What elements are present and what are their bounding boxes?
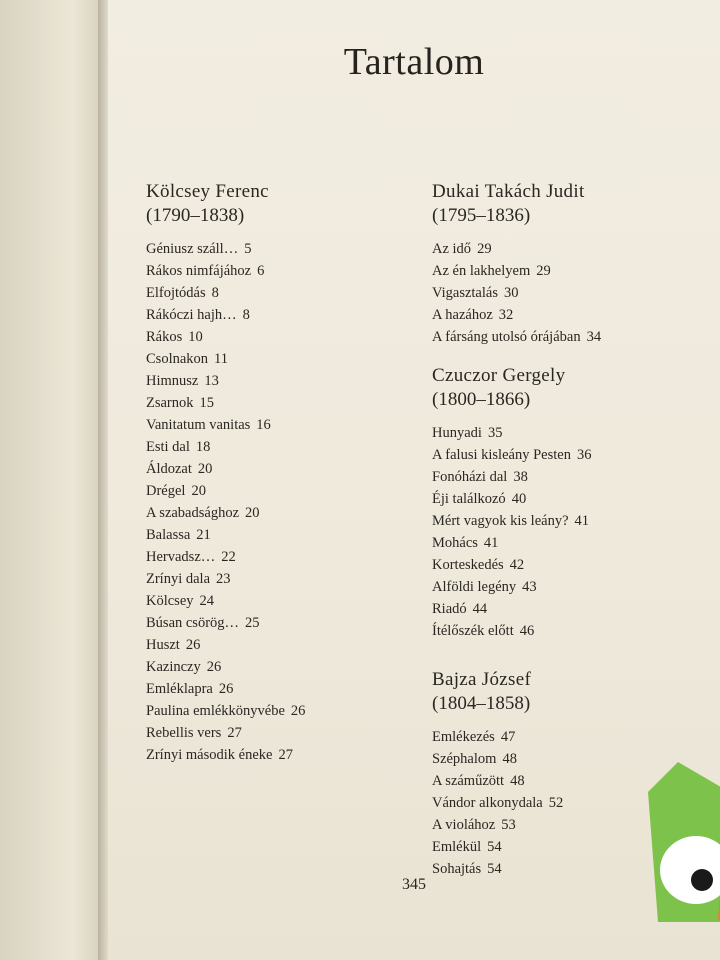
toc-entry-title: Zrínyi második éneke: [146, 747, 273, 763]
toc-entry-title: A szabadsághoz: [146, 505, 240, 521]
toc-entry-list: [432, 422, 720, 642]
toc-entry-page: 43: [522, 579, 537, 595]
toc-entry-title: Zsarnok: [146, 395, 194, 411]
toc-entry-title: Vanitatum vanitas: [146, 417, 251, 433]
author-section: [432, 364, 720, 642]
toc-entry-page: 27: [227, 725, 242, 741]
author-dates: (1790–1838): [146, 205, 245, 226]
toc-entry-title: Rákos nimfájához: [146, 263, 252, 279]
toc-entry-title: Sohajtás: [432, 861, 482, 877]
toc-entry: [432, 510, 720, 532]
author-dates: (1800–1866): [432, 389, 531, 410]
toc-entry-page: 29: [536, 263, 551, 279]
toc-entry-title: Csolnakon: [146, 351, 209, 367]
author-dates: (1804–1858): [432, 693, 531, 714]
toc-entry: [146, 678, 436, 700]
toc-entry-title: Riadó: [432, 601, 467, 617]
toc-entry-page: 44: [472, 601, 488, 617]
toc-entry: [432, 598, 720, 620]
toc-entry-title: Elfojtódás: [146, 285, 206, 301]
toc-entry-page: 35: [487, 425, 503, 441]
toc-entry-page: 20: [245, 505, 260, 521]
toc-entry-page: 40: [511, 491, 527, 507]
toc-entry: [432, 554, 720, 576]
toc-entry-title: Alföldi legény: [432, 579, 517, 595]
toc-entry: [146, 370, 436, 392]
toc-entry-title: Áldozat: [146, 461, 192, 477]
toc-entry-page: 41: [483, 535, 499, 551]
toc-entry-page: 32: [498, 307, 514, 323]
toc-entry-page: 13: [204, 373, 219, 389]
toc-entry-page: 15: [199, 395, 215, 411]
toc-entry-title: Balassa: [146, 527, 191, 543]
toc-entry: [432, 488, 720, 510]
toc-entry-page: 6: [257, 263, 265, 279]
toc-entry-title: Mohács: [432, 535, 478, 551]
toc-entry: [146, 744, 436, 766]
toc-entry-title: Mért vagyok kis leány?: [432, 513, 569, 529]
toc-entry-title: A violához: [432, 817, 496, 833]
toc-entry: [432, 532, 720, 554]
toc-entry: [432, 304, 720, 326]
page-number: 345: [402, 876, 426, 893]
toc-entry: [146, 326, 436, 348]
toc-entry-title: Vigasztalás: [432, 285, 498, 301]
toc-entry-title: Géniusz száll…: [146, 241, 239, 257]
toc-entry-title: Vándor alkonydala: [432, 795, 543, 811]
toc-entry-title: Drégel: [146, 483, 186, 499]
toc-entry-title: Az én lakhelyem: [432, 263, 531, 279]
toc-entry: [432, 726, 720, 748]
toc-entry-title: Emléklapra: [146, 681, 213, 697]
toc-entry-title: Hunyadi: [432, 425, 482, 441]
toc-entry-page: 21: [196, 527, 211, 543]
toc-entry-title: A fársáng utolsó órájában: [432, 329, 581, 345]
toc-entry: [146, 436, 436, 458]
toc-entry: [432, 466, 720, 488]
toc-entry: [146, 524, 436, 546]
toc-entry-page: 10: [188, 329, 203, 345]
toc-entry-title: Rákóczi hajh…: [146, 307, 237, 323]
toc-entry-title: Fonóházi dal: [432, 469, 508, 485]
toc-entry: [146, 260, 436, 282]
toc-entry-page: 48: [502, 751, 517, 767]
toc-entry-title: Az idő: [432, 241, 472, 257]
toc-entry-page: 54: [487, 839, 502, 855]
author-dates: (1795–1836): [432, 205, 531, 226]
toc-entry-page: 41: [574, 513, 590, 529]
toc-entry-title: Esti dal: [146, 439, 190, 455]
toc-entry: [432, 620, 720, 642]
toc-entry: [146, 392, 436, 414]
toc-entry-title: Emlékül: [432, 839, 482, 855]
author-name: Kölcsey Ferenc: [146, 181, 269, 202]
toc-entry: [432, 282, 720, 304]
author-name: Czuczor Gergely: [432, 365, 566, 386]
toc-entry-title: Emlékezés: [432, 729, 495, 745]
toc-entry: [146, 414, 436, 436]
toc-entry-page: 47: [500, 729, 516, 745]
owl-left-pupil: [691, 869, 713, 891]
toc-entry-page: 24: [199, 593, 215, 609]
toc-entry-page: 38: [513, 469, 528, 485]
toc-entry: [146, 656, 436, 678]
toc-entry-page: 34: [586, 329, 602, 345]
toc-entry-page: 20: [197, 461, 213, 477]
toc-entry-page: 22: [221, 549, 236, 565]
toc-entry-page: 5: [244, 241, 252, 257]
toc-entry-title: A falusi kisleány Pesten: [432, 447, 571, 463]
toc-entry: [146, 568, 436, 590]
toc-entry-page: 48: [510, 773, 525, 789]
toc-entry-page: 46: [519, 623, 535, 639]
toc-entry-title: Rákos: [146, 329, 183, 345]
toc-entry-title: Zrínyi dala: [146, 571, 211, 587]
toc-entry-list: [146, 238, 436, 766]
toc-entry: [146, 282, 436, 304]
toc-entry-page: 26: [185, 637, 201, 653]
toc-entry-title: Széphalom: [432, 751, 497, 767]
toc-entry-list: [432, 238, 720, 348]
toc-entry-page: 30: [503, 285, 519, 301]
toc-entry-title: Huszt: [146, 637, 180, 653]
toc-entry-title: A száműzött: [432, 773, 505, 789]
toc-entry: [146, 546, 436, 568]
toc-entry: [146, 238, 436, 260]
toc-entry-page: 25: [245, 615, 260, 631]
toc-entry-page: 26: [290, 703, 306, 719]
toc-entry: [432, 576, 720, 598]
page-title: Tartalom: [343, 41, 485, 83]
author-section: [146, 180, 436, 766]
toc-entry-page: 16: [256, 417, 271, 433]
toc-column-left: [146, 180, 436, 780]
book-page: [108, 0, 720, 960]
toc-entry: [432, 238, 720, 260]
toc-entry: [146, 700, 436, 722]
toc-entry-page: 27: [278, 747, 293, 763]
toc-entry: [146, 590, 436, 612]
toc-entry-title: Kölcsey: [146, 593, 194, 609]
toc-entry-title: Himnusz: [146, 373, 199, 389]
toc-entry-title: Búsan csörög…: [146, 615, 240, 631]
toc-entry-title: Paulina emlékkönyvébe: [146, 703, 285, 719]
toc-entry: [146, 480, 436, 502]
toc-entry: [146, 458, 436, 480]
toc-entry: [432, 326, 720, 348]
toc-entry: [146, 722, 436, 744]
toc-entry-title: Ítélőszék előtt: [432, 623, 514, 639]
toc-entry-page: 36: [576, 447, 592, 463]
toc-entry-page: 18: [195, 439, 211, 455]
toc-entry: [432, 444, 720, 466]
toc-entry-title: Korteskedés: [432, 557, 504, 573]
toc-entry: [146, 612, 436, 634]
toc-entry: [146, 348, 436, 370]
toc-entry-page: 52: [548, 795, 564, 811]
toc-entry-page: 8: [211, 285, 219, 301]
toc-entry: [146, 634, 436, 656]
toc-entry-title: Kazinczy: [146, 659, 201, 675]
author-name: Dukai Takách Judit: [432, 181, 585, 202]
toc-entry-title: Rebellis vers: [146, 725, 222, 741]
toc-entry: [432, 422, 720, 444]
toc-entry-page: 23: [216, 571, 231, 587]
toc-entry-title: Hervadsz…: [146, 549, 216, 565]
author-section: [432, 180, 720, 348]
toc-entry-page: 26: [218, 681, 234, 697]
toc-entry-page: 11: [214, 351, 228, 367]
toc-entry-page: 42: [509, 557, 525, 573]
toc-entry: [146, 502, 436, 524]
author-name: Bajza József: [432, 669, 532, 690]
toc-entry-page: 8: [242, 307, 250, 323]
owl-logo-icon: [618, 752, 720, 932]
toc-entry: [146, 304, 436, 326]
toc-entry-page: 29: [477, 241, 492, 257]
left-page-edge: [0, 0, 104, 960]
toc-entry-page: 20: [191, 483, 206, 499]
toc-entry: [432, 260, 720, 282]
toc-entry-page: 53: [501, 817, 516, 833]
toc-entry-page: 26: [206, 659, 222, 675]
toc-entry-page: 54: [487, 861, 502, 877]
toc-entry-title: Éji találkozó: [432, 491, 506, 507]
toc-entry-title: A hazához: [432, 307, 493, 323]
